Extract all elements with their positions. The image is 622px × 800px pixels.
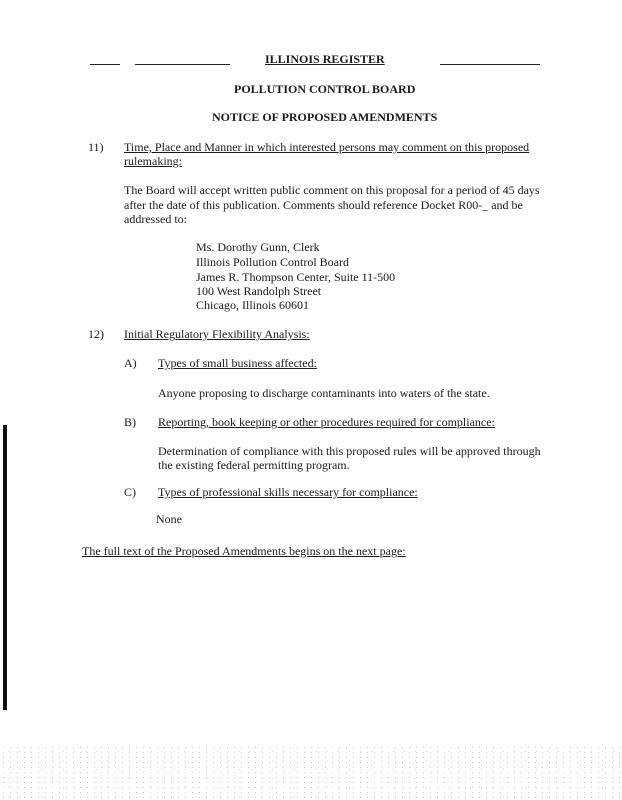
scan-noise [0,745,622,800]
closing-line: The full text of the Proposed Amendments begins on the next page: [82,544,406,558]
section-11-body-line1: The Board will accept written public comment on this proposal for a period of 45 days [124,183,540,197]
subsection-b-body-line2: the existing federal permitting program. [158,458,350,472]
notice-title: NOTICE OF PROPOSED AMENDMENTS [212,110,438,124]
subsection-c-heading: Types of professional skills necessary for compliance: [158,485,418,499]
section-11-heading-line1: Time, Place and Manner in which interested persons may comment on this proposed [124,140,530,154]
header-rule-left [90,64,120,65]
subsection-a-heading: Types of small business affected: [158,356,317,370]
section-11-heading-line2: rulemaking: [124,154,182,168]
address-line: Chicago, Illinois 60601 [196,298,309,312]
subsection-c-body: None [156,512,182,526]
header-rule-right [440,64,540,65]
section-12-heading: Initial Regulatory Flexibility Analysis: [124,327,310,341]
address-line: James R. Thompson Center, Suite 11-500 [196,270,396,284]
section-11-number: 11) [88,140,104,154]
subsection-c-label: C) [124,485,136,499]
section-11-body-line2: after the date of this publication. Comments should reference Docket R00-_ and be [124,198,523,212]
subsection-b-label: B) [124,415,136,429]
address-line: 100 West Randolph Street [196,284,322,298]
subsection-b-heading: Reporting, book keeping or other procedures required for compliance: [158,415,495,429]
register-title: ILLINOIS REGISTER [265,52,385,66]
address-line: Ms. Dorothy Gunn, Clerk [196,240,320,254]
address-line: Illinois Pollution Control Board [196,255,350,269]
subsection-b-body-line1: Determination of compliance with this proposed rules will be approved through [158,444,541,458]
section-12-number: 12) [88,327,104,341]
section-11-body-line3: addressed to: [124,212,187,226]
subsection-a-body: Anyone proposing to discharge contaminants into waters of the state. [158,386,490,400]
subsection-a-label: A) [124,356,137,370]
header-rule-mid [135,64,230,65]
agency-title: POLLUTION CONTROL BOARD [234,82,416,96]
scan-edge-mark [3,425,7,710]
